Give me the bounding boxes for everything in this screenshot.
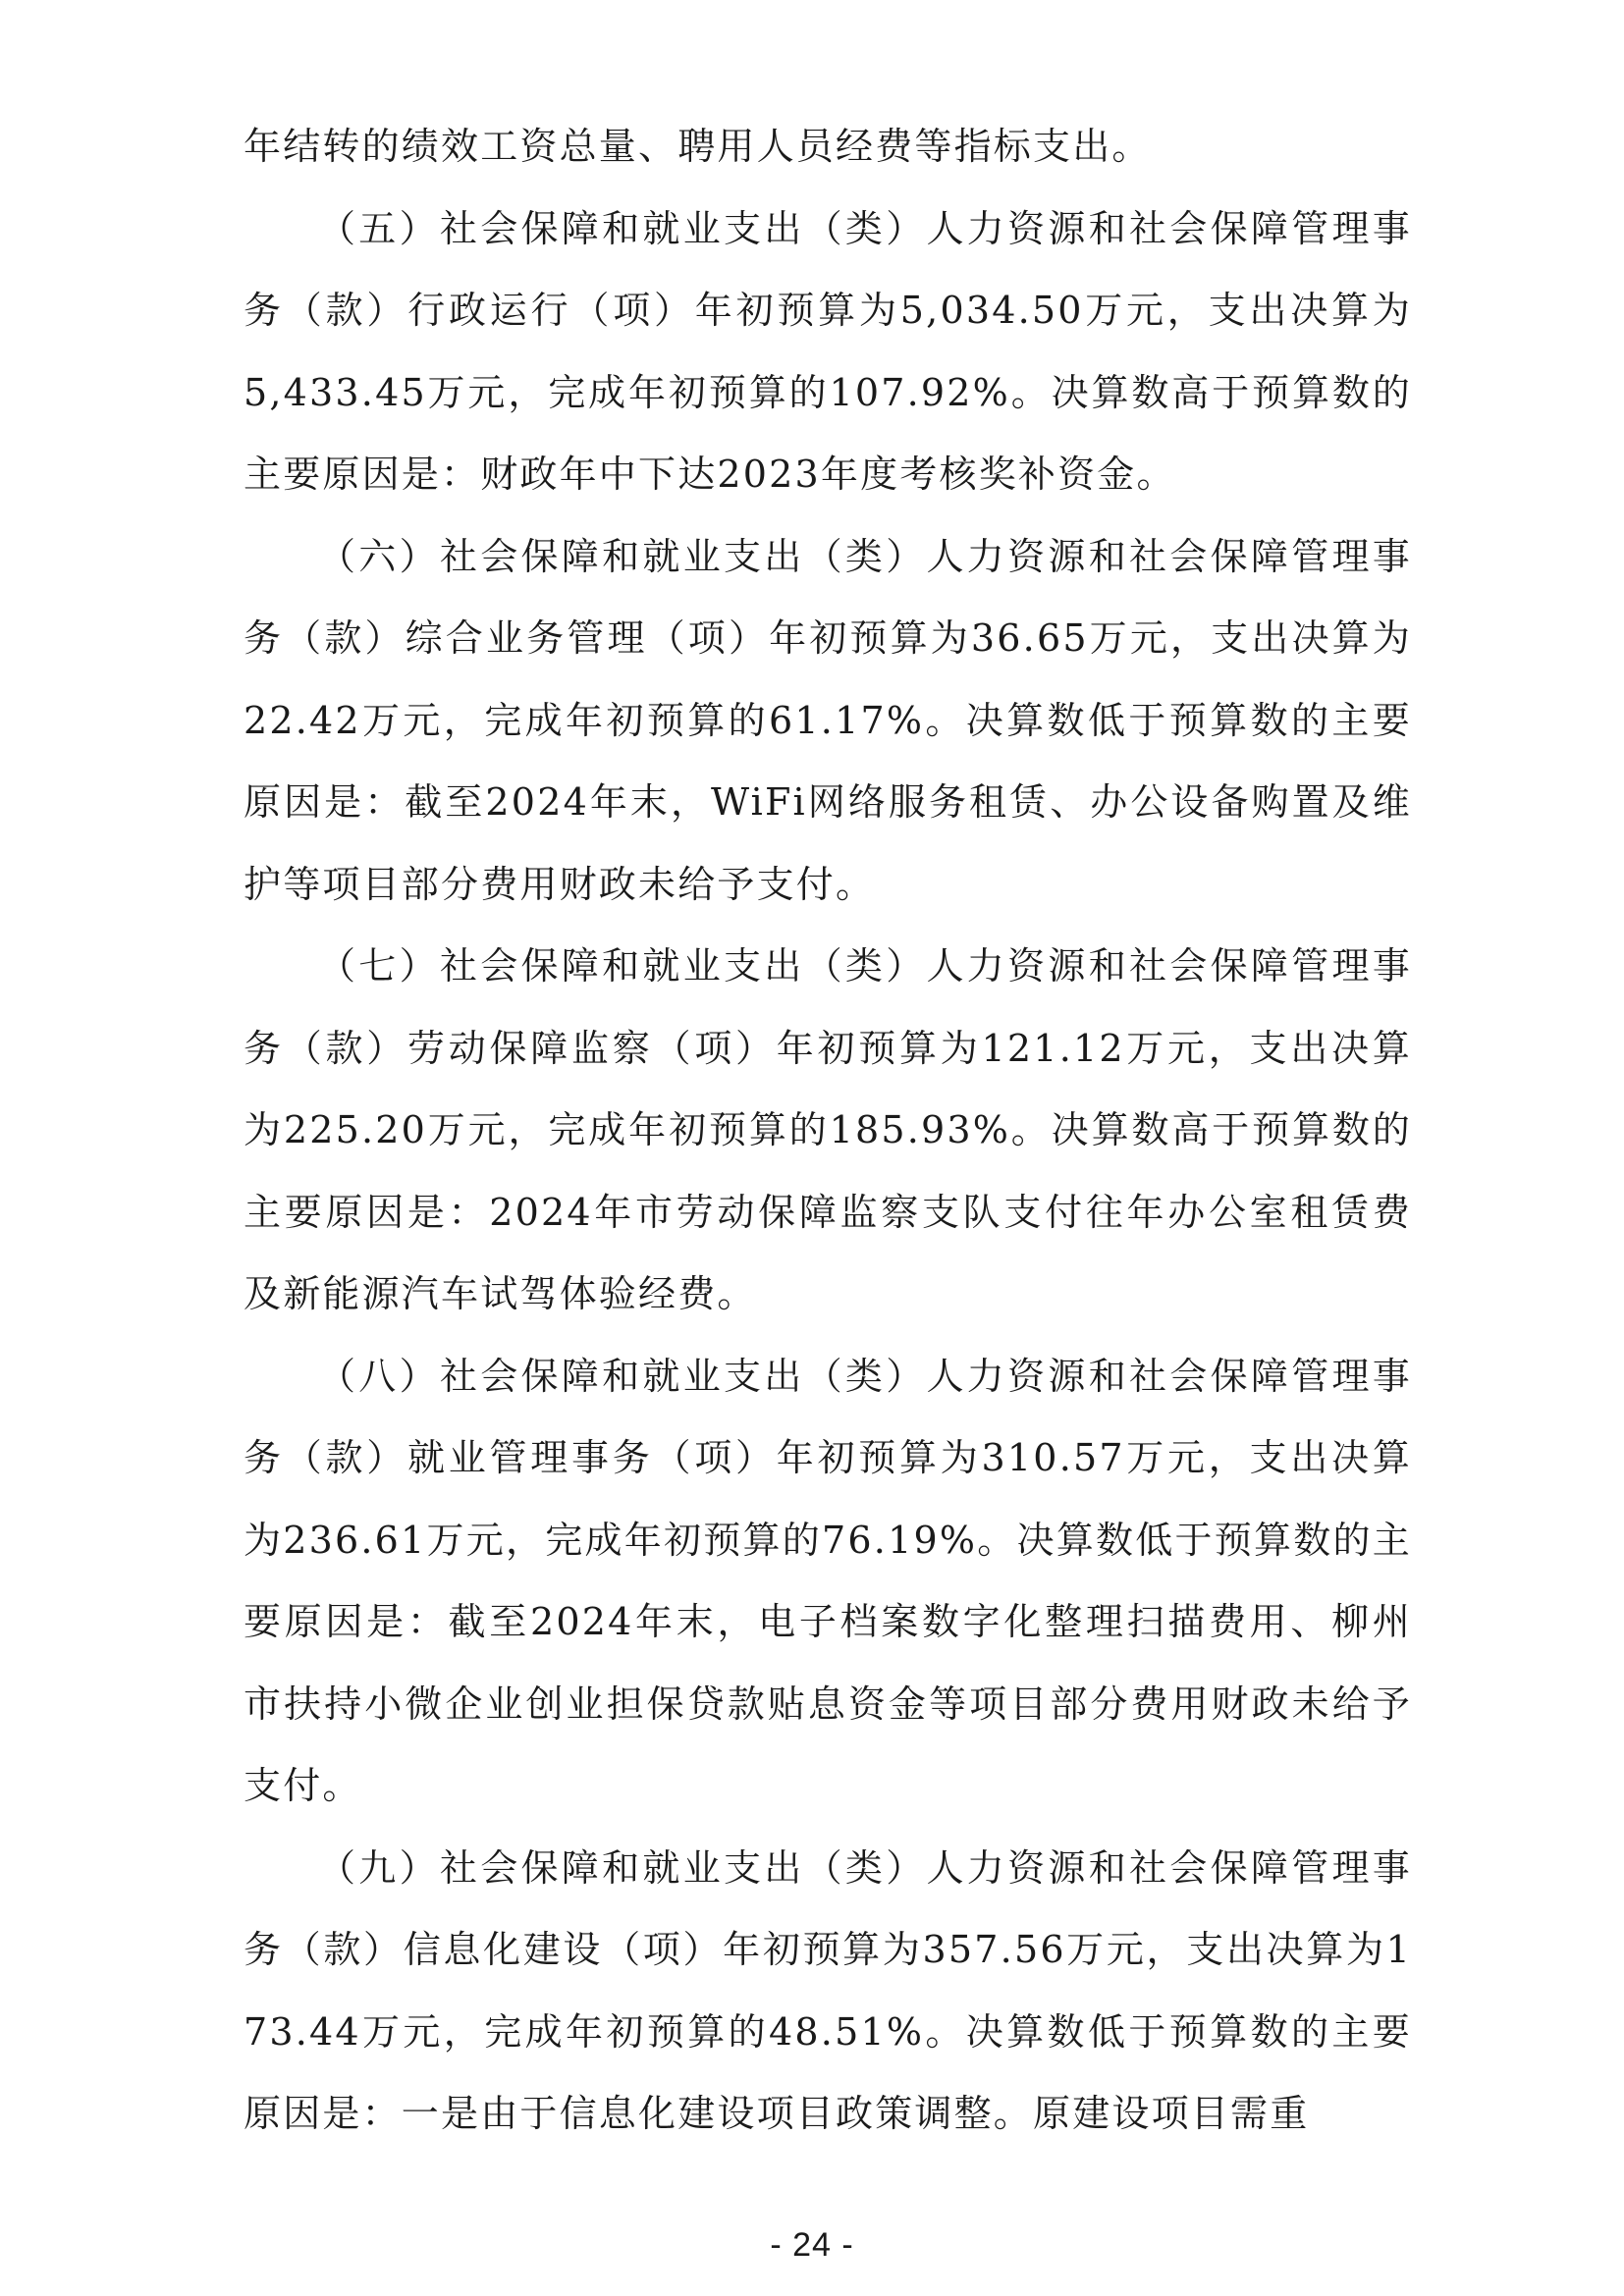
paragraph-continuation: 年结转的绩效工资总量、聘用人员经费等指标支出。 [244,125,1152,168]
document-page [244,106,1412,2156]
paragraph-item-8: （八）社会保障和就业支出（类）人力资源和社会保障管理事务（款）就业管理事务（项）年初预算为310.57万元，支出决算为236.61万元，完成年初预算的76.19%。决算数低于预算数的主要原因是：截至2024年末，电子档案数字化整理扫描费用、柳州市扶持小微企业创业担保贷款贴息资金等项目部分费用财政未给予支付。 [244,1354,1412,1807]
page-number: - 24 - [770,2226,854,2264]
paragraph-item-7: （七）社会保障和就业支出（类）人力资源和社会保障管理事务（款）劳动保障监察（项）年初预算为121.12万元，支出决算为225.20万元，完成年初预算的185.93%。决算数高于预算数的主要原因是：2024年市劳动保障监察支队支付往年办公室租赁费及新能源汽车试驾体验经费。 [244,944,1412,1315]
paragraph-item-6: （六）社会保障和就业支出（类）人力资源和社会保障管理事务（款）综合业务管理（项）年初预算为36.65万元，支出决算为22.42万元，完成年初预算的61.17%。决算数低于预算数的主要原因是：截至2024年末，WiFi网络服务租赁、办公设备购置及维护等项目部分费用财政未给予支付。 [244,534,1412,906]
paragraph-item-9: （九）社会保障和就业支出（类）人力资源和社会保障管理事务（款）信息化建设（项）年初预算为357.56万元，支出决算为173.44万元，完成年初预算的48.51%。决算数低于预算数的主要原因是：一是由于信息化建设项目政策调整。原建设项目需重 [244,1845,1412,2135]
paragraph-item-5: （五）社会保障和就业支出（类）人力资源和社会保障管理事务（款）行政运行（项）年初预算为5,034.50万元，支出决算为5,433.45万元，完成年初预算的107.92%。决算数高于预算数的主要原因是：财政年中下达2023年度考核奖补资金。 [244,206,1412,496]
